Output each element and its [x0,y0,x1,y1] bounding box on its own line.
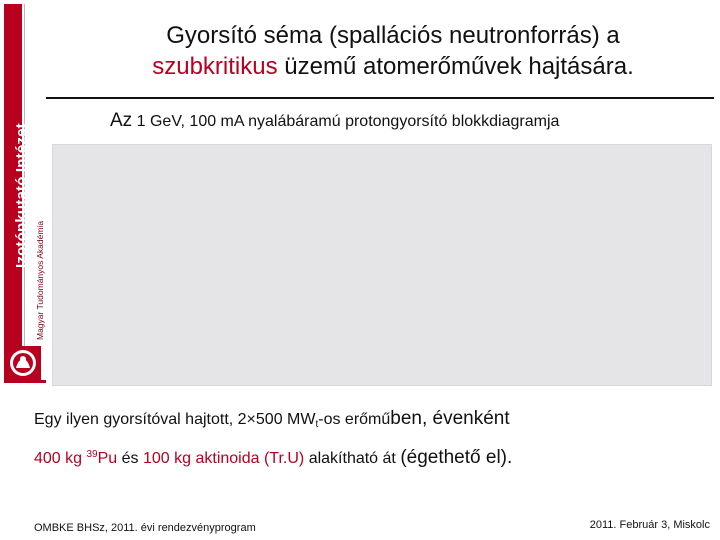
diagram-caption [110,110,559,132]
summary-line-1 [34,404,714,440]
academy-name: Magyar Tudományos Akadémia [35,220,45,340]
summary-text [34,404,714,474]
summary-part: Egy ilyen gyorsítóval hajtott, 2×500 MW [34,411,316,428]
isotope-superscript: 39 [86,449,98,460]
caption-prefix: Az [110,110,133,131]
institute-logo-icon [5,346,41,380]
institute-name: Izotópkutató Intézet [13,123,30,268]
slide-title [66,20,720,82]
accelerator-block-diagram [52,144,712,386]
summary-part: és [117,450,143,467]
footer-date: 2011. Február 3, Miskolc [589,519,710,531]
summary-part: alakítható át [304,450,401,467]
title-accent-word: szubkritikus [152,53,278,80]
plutonium-symbol: Pu [97,450,118,467]
actinoid-mass: 100 kg aktinoida (Tr.U) [142,450,305,467]
summary-part-large: ben, évenként [390,408,510,429]
sidebar-bottom-rule [4,380,46,383]
title-line-1: Gyorsító séma (spallációs neutronforrás) a [166,22,620,49]
caption-rest: 1 GeV, 100 mA nyalábáramú protongyorsító blokkdiagramja [132,113,560,130]
summary-part-large: (égethető el). [400,447,513,468]
summary-part: -os erőmű [318,411,391,428]
power-subscript: t [315,419,319,430]
summary-line-2 [34,440,714,474]
institute-sidebar [0,0,46,384]
title-divider [46,97,714,99]
title-line-2-rest: üzemű atomerőművek hajtására. [277,53,634,80]
plutonium-mass: 400 kg [34,450,87,467]
title-line-2 [66,51,720,82]
footer-event: OMBKE BHSz, 2011. évi rendezvényprogram [34,522,256,534]
